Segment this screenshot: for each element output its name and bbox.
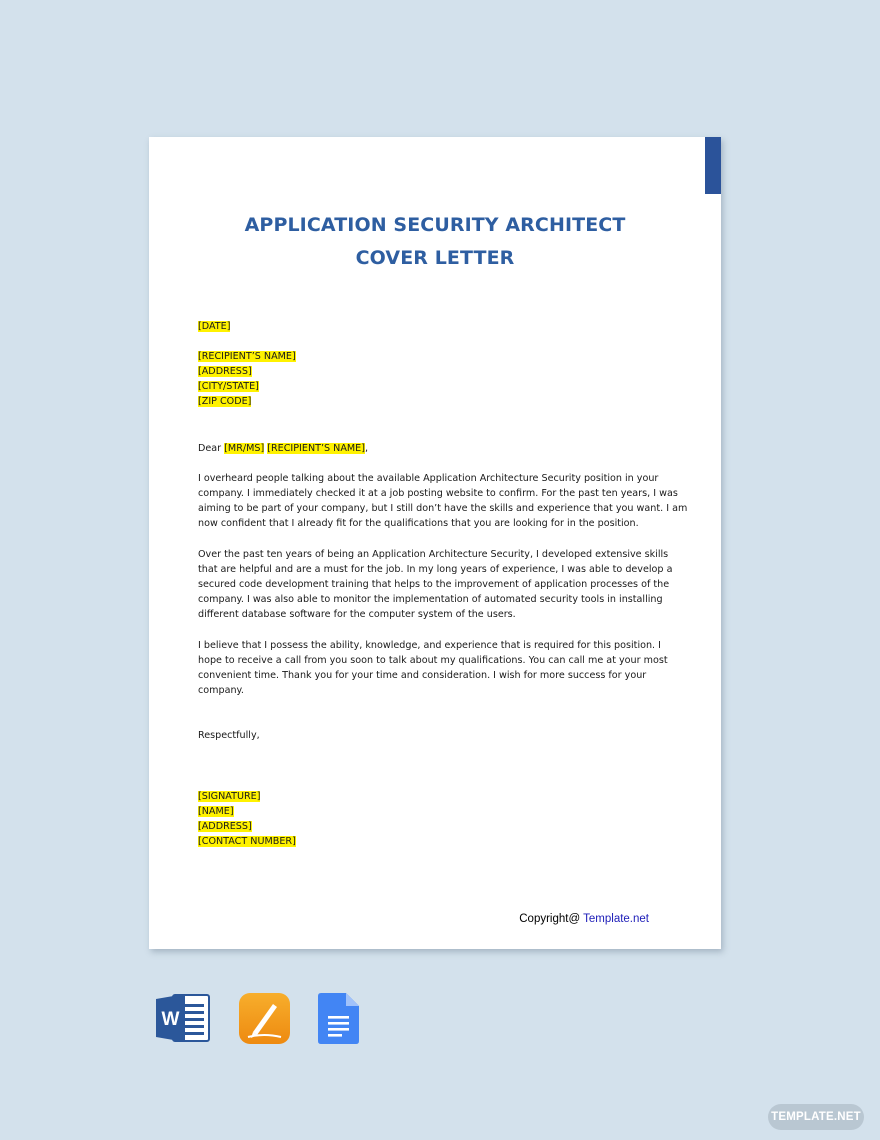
salutation <box>198 441 658 456</box>
date-block <box>198 319 658 334</box>
salutation-prefix: Dear <box>198 443 225 454</box>
paragraph-1-line: company. I immediately checked it at a job posting website to confirm. For the past ten years, I was <box>198 488 678 500</box>
signature-block <box>198 789 658 849</box>
copyright-prefix: Copyright@ <box>519 913 584 925</box>
paragraph-2-line: company. I was also able to monitor the implementation of automated security tools in installing <box>198 594 663 606</box>
recipient-block <box>198 349 658 409</box>
template-link[interactable]: Template.net <box>583 913 649 925</box>
sender-contact-number: [CONTACT NUMBER] <box>198 836 296 848</box>
document-page <box>149 137 721 949</box>
recipient-name: [RECIPIENT’S NAME] <box>198 351 296 362</box>
pages-icon[interactable] <box>239 993 290 1044</box>
sender-name: [NAME] <box>198 806 234 818</box>
paragraph-2-line: secured code development training that helps to the improvement of application processes of the <box>198 579 670 591</box>
template-net-badge[interactable]: TEMPLATE.NET <box>768 1104 864 1130</box>
signature-placeholder: [SIGNATURE] <box>198 791 261 802</box>
paragraph-1-line: now confident that I already fit for the qualifications that you are looking for in the position. <box>198 518 639 530</box>
paragraph-2-line: Over the past ten years of being an Application Architecture Security, I developed extensive skills <box>198 549 669 560</box>
sender-address: [ADDRESS] <box>198 821 252 833</box>
paragraph-3-line: company. <box>198 685 244 697</box>
salutation-title: [MR/MS] <box>224 443 265 454</box>
paragraph-2-line: different database software for the computer system of the users. <box>198 609 516 621</box>
paragraph-3 <box>198 638 668 698</box>
paragraph-3-line: convenient time. Thank you for your time and consideration. I wish for more success for your <box>198 670 647 682</box>
closing <box>198 728 658 743</box>
closing-text: Respectfully, <box>198 730 260 741</box>
salutation-suffix: , <box>365 443 369 454</box>
paragraph-1-line: I overheard people talking about the available Application Architecture Security position in your <box>198 473 659 484</box>
recipient-city-state: [CITY/STATE] <box>198 381 259 393</box>
salutation-name: [RECIPIENT’S NAME] <box>267 443 365 454</box>
title-line-1: APPLICATION SECURITY ARCHITECT <box>244 214 626 236</box>
word-icon-letter: W <box>161 1009 180 1030</box>
word-icon[interactable] <box>156 993 210 1043</box>
paragraph-2 <box>198 547 673 622</box>
page-corner-tab <box>705 137 721 194</box>
recipient-address: [ADDRESS] <box>198 366 252 378</box>
recipient-zip: [ZIP CODE] <box>198 396 252 408</box>
paragraph-2-line: that are helpful and are a must for the job. In my long years of experience, I was able to develop a <box>198 564 673 576</box>
date-placeholder: [DATE] <box>198 321 231 332</box>
paragraph-3-line: hope to receive a call from you soon to talk about my qualifications. You can call me at your most <box>198 655 668 667</box>
copyright-footer <box>519 913 649 925</box>
google-docs-icon[interactable] <box>318 993 359 1044</box>
paragraph-3-line: I believe that I possess the ability, knowledge, and experience that is required for this position. I <box>198 640 661 651</box>
document-title <box>149 209 721 275</box>
title-line-2: COVER LETTER <box>355 247 515 269</box>
paragraph-1 <box>198 471 688 531</box>
paragraph-1-line: aiming to be part of your company, but I still don’t have the skills and experience that you want. I am <box>198 503 688 515</box>
